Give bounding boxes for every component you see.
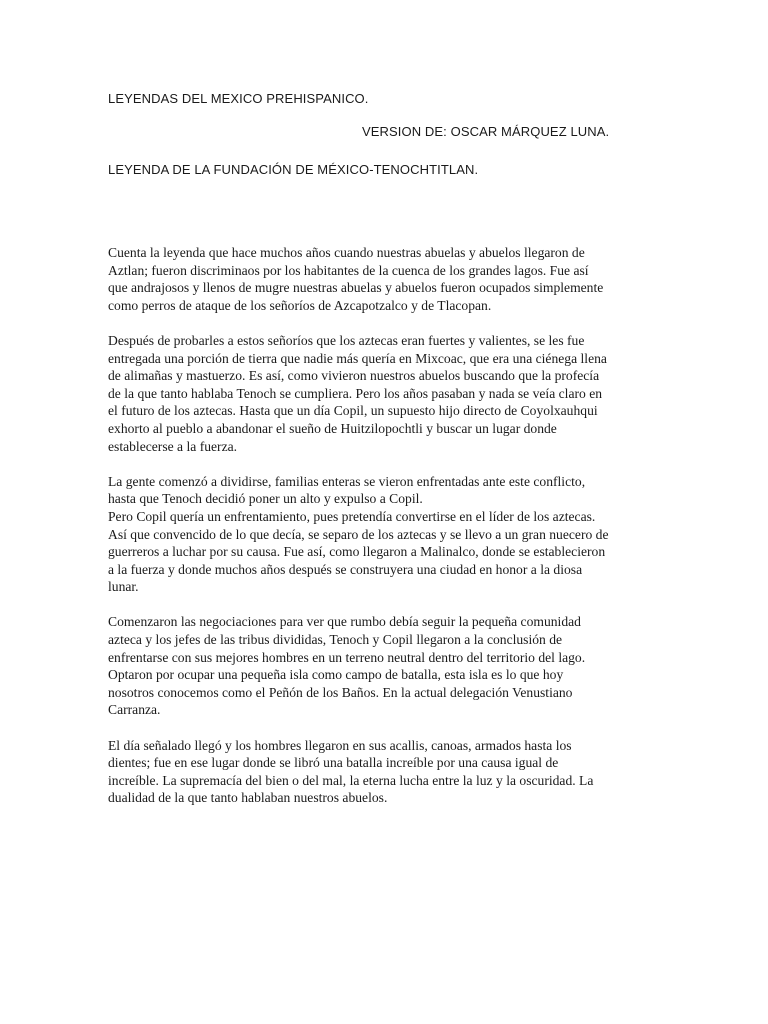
paragraph-5 bbox=[108, 737, 668, 807]
text-line: Así que convencido de lo que decía, se separo de los aztecas y se llevo a un gran nuecero de bbox=[108, 526, 609, 542]
text-line: dualidad de la que tanto hablaban nuestros abuelos. bbox=[108, 790, 388, 806]
text-line: Cuenta la leyenda que hace muchos años cuando nuestras abuelas y abuelos llegaron de bbox=[108, 245, 585, 260]
text-line: azteca y los jefes de las tribus divididas, Tenoch y Copil llegaron a la conclusión de bbox=[108, 632, 563, 648]
text-line: Después de probarles a estos señoríos que los aztecas eran fuertes y valientes, se les fue bbox=[108, 332, 585, 348]
text-line: exhorto al pueblo a abandonar el sueño de Huitzilopochtli y buscar un lugar donde bbox=[108, 420, 557, 436]
paragraph-2 bbox=[108, 332, 668, 455]
text-line: de alimañas y mastuerzo. Es así, como vivieron nuestros abuelos buscando que la profecía bbox=[108, 368, 600, 384]
paragraph-3 bbox=[108, 473, 668, 596]
text-line: increíble. La supremacía del bien o del mal, la eterna lucha entre la luz y la oscuridad. La bbox=[108, 772, 594, 788]
text-line: enfrentarse con sus mejores hombres en un terreno neutral dentro del territorio del lago. bbox=[108, 649, 586, 665]
text-line: de la que tanto hablaba Tenoch se cumpliera. Pero los años pasaban y nada se veía claro en bbox=[108, 385, 603, 401]
legend-title: LEYENDA DE LA FUNDACIÓN DE MÉXICO-TENOCHTITLAN. bbox=[108, 162, 479, 177]
text-line: hasta que Tenoch decidió poner un alto y expulso a Copil. bbox=[108, 491, 423, 507]
text-line: a la fuerza y donde muchos años después se construyera una ciudad en honor a la diosa bbox=[108, 561, 583, 577]
text-line: nosotros conocemos como el Peñón de los Baños. En la actual delegación Venustiano bbox=[108, 684, 573, 700]
body-text bbox=[108, 244, 668, 825]
text-line: entregada una porción de tierra que nadie más quería en Mixcoac, que era una ciénega llena bbox=[108, 350, 607, 366]
text-line: que andrajosos y llenos de mugre nuestras abuelas y abuelos fueron ocupados simplemente bbox=[108, 280, 604, 296]
paragraph-1 bbox=[108, 244, 668, 314]
text-line: El día señalado llegó y los hombres llegaron en sus acallis, canoas, armados hasta los bbox=[108, 737, 572, 753]
text-line: el futuro de los aztecas. Hasta que un día Copil, un supuesto hijo directo de Coyolxauhqui bbox=[108, 403, 598, 419]
text-line: Optaron por ocupar una pequeña isla como campo de batalla, esta isla es lo que hoy bbox=[108, 667, 564, 683]
text-line: guerreros a luchar por su causa. Fue así, como llegaron a Malinalco, donde se establecieron bbox=[108, 544, 606, 560]
version-line: VERSION DE: OSCAR MÁRQUEZ LUNA. bbox=[362, 124, 610, 139]
text-line: lunar. bbox=[108, 579, 139, 595]
text-line: como perros de ataque de los señoríos de Azcapotzalco y de Tlacopan. bbox=[108, 297, 492, 313]
text-line: Aztlan; fueron discriminaos por los habitantes de la cuenca de los grandes lagos. Fue así bbox=[108, 262, 589, 278]
text-line: La gente comenzó a dividirse, familias enteras se vieron enfrentadas ante este conflicto, bbox=[108, 473, 586, 489]
text-line: Pero Copil quería un enfrentamiento, pues pretendía convertirse en el líder de los aztecas. bbox=[108, 508, 596, 524]
text-line: establecerse a la fuerza. bbox=[108, 438, 238, 454]
paragraph-4 bbox=[108, 613, 668, 719]
text-line: Carranza. bbox=[108, 702, 161, 718]
document-title: LEYENDAS DEL MEXICO PREHISPANICO. bbox=[108, 91, 369, 106]
text-line: dientes; fue en ese lugar donde se libró una batalla increíble por una causa igual de bbox=[108, 755, 559, 771]
text-line: Comenzaron las negociaciones para ver que rumbo debía seguir la pequeña comunidad bbox=[108, 614, 581, 630]
